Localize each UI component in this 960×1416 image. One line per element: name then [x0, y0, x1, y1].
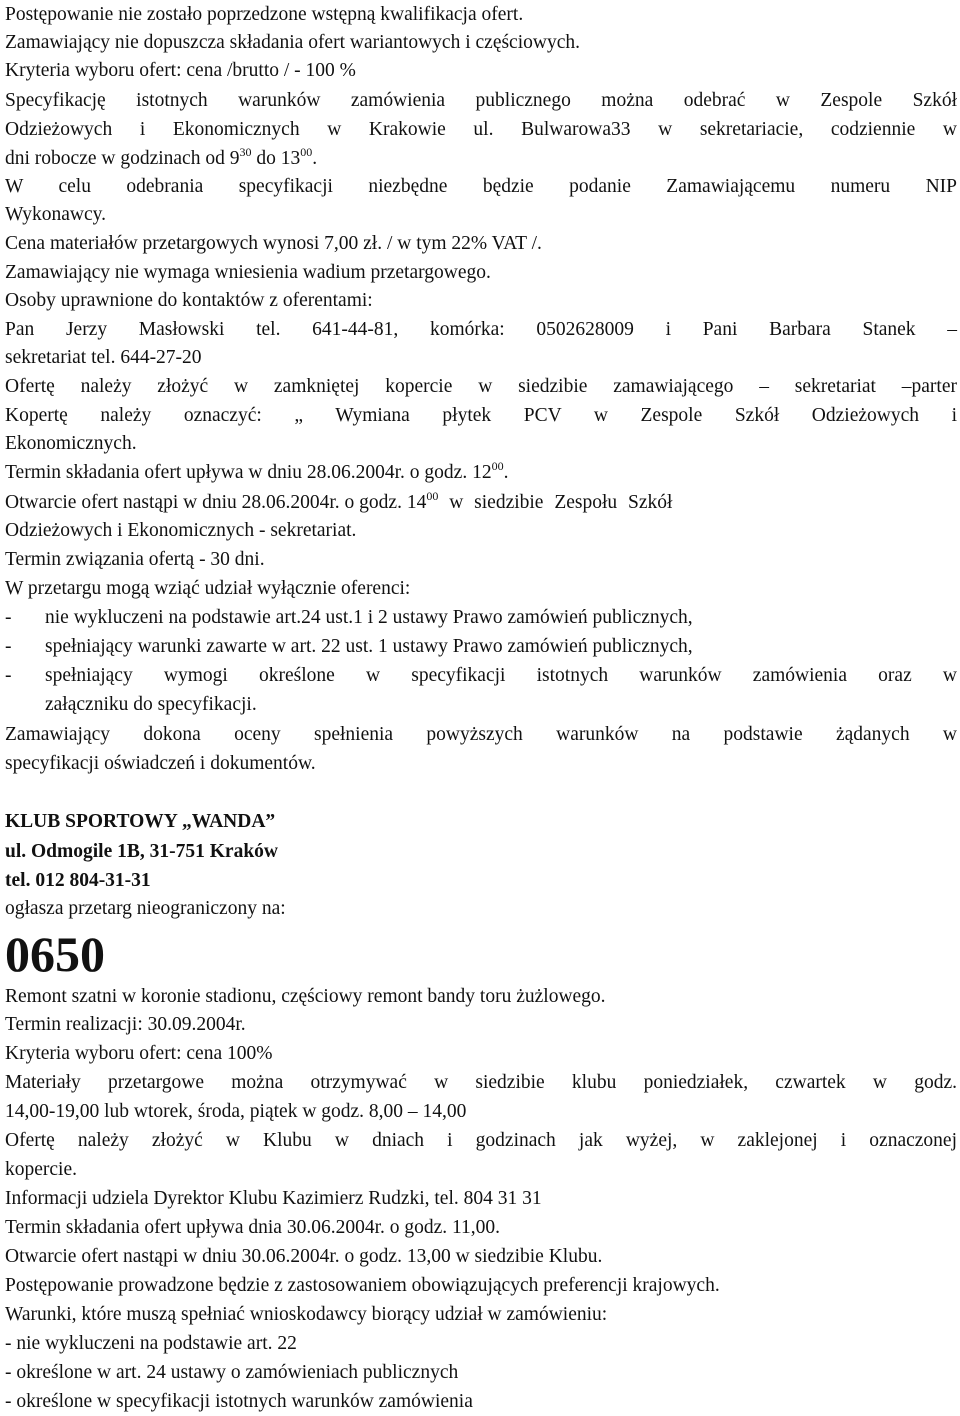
- text-line: dni robocze w godzinach od $9^{30}$ do $13^{00}$.: [5, 145, 318, 169]
- text-line: sekretariat tel. 644-27-20: [5, 347, 202, 368]
- list-item: - spełniający warunki zawarte w art. 22 ust. 1 ustawy Prawo zamówień publicznych,: [5, 636, 693, 657]
- text-line: Kryteria wyboru ofert: cena /brutto / - 100 %: [5, 60, 356, 81]
- text-line: Termin realizacji: 30.09.2004r.: [5, 1014, 246, 1035]
- text-line: W przetargu mogą wziąć udział wyłącznie oferenci:: [5, 578, 411, 599]
- text-line: Wykonawcy.: [5, 204, 106, 225]
- superscript: 00: [300, 145, 313, 159]
- text-line: Otwarcie ofert nastąpi w dniu 28.06.2004r. o godz. $14^{00}$ w siedzibie Zespołu Szkół: [5, 489, 673, 513]
- text-line: Postępowanie nie zostało poprzedzone wstępną kwalifikacja ofert.: [5, 4, 524, 25]
- text-line: Zamawiający dokona oceny spełnienia powyższych warunków na podstawie żądanych w: [5, 724, 957, 745]
- text-line: Termin składania ofert upływa w dniu 28.06.2004r. o godz. $12^{00}$.: [5, 459, 509, 483]
- list-item: - nie wykluczeni na podstawie art. 22: [5, 1333, 297, 1354]
- text-line: Materiały przetargowe można otrzymywać w siedzibie klubu poniedziałek, czwartek w godz.: [5, 1072, 957, 1093]
- text-line: Zamawiający nie wymaga wniesienia wadium przetargowego.: [5, 262, 491, 283]
- text-line: Pan Jerzy Masłowski tel. 641-44-81, komórka: 0502628009 i Pani Barbara Stanek –: [5, 319, 957, 340]
- text-line: Remont szatni w koronie stadionu, częściowy remont bandy toru żużlowego.: [5, 986, 606, 1007]
- text-line: Termin składania ofert upływa dnia 30.06.2004r. o godz. 11,00.: [5, 1217, 501, 1238]
- list-item: - spełniający wymogi określone w specyfikacji istotnych warunków zamówienia oraz w: [5, 665, 957, 686]
- list-item: - określone w art. 24 ustawy o zamówieniach publicznych: [5, 1362, 459, 1383]
- text-line: 14,00-19,00 lub wtorek, środa, piątek w godz. 8,00 – 14,00: [5, 1101, 467, 1122]
- text-line: Postępowanie prowadzone będzie z zastosowaniem obowiązujących preferencji krajowych.: [5, 1275, 720, 1296]
- club-address: ul. Odmogile 1B, 31-751 Kraków: [5, 841, 279, 862]
- text-line: Kryteria wyboru ofert: cena 100%: [5, 1043, 273, 1064]
- announcement-line: ogłasza przetarg nieograniczony na:: [5, 898, 286, 919]
- text-line: W celu odebrania specyfikacji niezbędne będzie podanie Zamawiającemu numeru NIP: [5, 176, 957, 197]
- list-item: - nie wykluczeni na podstawie art.24 ust.1 i 2 ustawy Prawo zamówień publicznych,: [5, 607, 693, 628]
- text-line: kopercie.: [5, 1159, 78, 1180]
- text-line: załączniku do specyfikacji.: [45, 694, 257, 715]
- text-line: Odzieżowych i Ekonomicznych w Krakowie ul. Bulwarowa33 w sekretariacie, codziennie w: [5, 119, 957, 140]
- superscript: 30: [239, 145, 252, 159]
- text-line: Warunki, które muszą spełniać wnioskodawcy biorący udział w zamówieniu:: [5, 1304, 608, 1325]
- text-line: Termin związania ofertą - 30 dni.: [5, 549, 265, 570]
- superscript: 00: [491, 459, 504, 473]
- club-name: KLUB SPORTOWY „WANDA”: [5, 811, 276, 832]
- text-line: Informacji udziela Dyrektor Klubu Kazimierz Rudzki, tel. 804 31 31: [5, 1188, 542, 1209]
- text-line: Specyfikację istotnych warunków zamówienia publicznego można odebrać w Zespole Szkół: [5, 90, 957, 111]
- superscript: 00: [426, 489, 439, 503]
- text-line: Kopertę należy oznaczyć: „ Wymiana płytek PCV w Zespole Szkół Odzieżowych i: [5, 405, 957, 426]
- text-line: Odzieżowych i Ekonomicznych - sekretariat.: [5, 520, 357, 541]
- text-line: Ofertę należy złożyć w Klubu w dniach i godzinach jak wyżej, w zaklejonej i oznaczonej: [5, 1130, 957, 1151]
- tender-number: 0650: [5, 926, 105, 982]
- text-line: Osoby uprawnione do kontaktów z oferentami:: [5, 290, 373, 311]
- club-phone: tel. 012 804-31-31: [5, 870, 151, 891]
- text-line: Ekonomicznych.: [5, 433, 137, 454]
- text-line: Otwarcie ofert nastąpi w dniu 30.06.2004r. o godz. 13,00 w siedzibie Klubu.: [5, 1246, 603, 1267]
- list-item: - określone w specyfikacji istotnych warunków zamówienia: [5, 1391, 473, 1412]
- text-line: Cena materiałów przetargowych wynosi 7,00 zł. / w tym 22% VAT /.: [5, 233, 542, 254]
- text-line: Zamawiający nie dopuszcza składania ofert wariantowych i częściowych.: [5, 32, 580, 53]
- text-line: Ofertę należy złożyć w zamkniętej kopercie w siedzibie zamawiającego – sekretariat –parter: [5, 376, 957, 397]
- text-line: specyfikacji oświadczeń i dokumentów.: [5, 753, 316, 774]
